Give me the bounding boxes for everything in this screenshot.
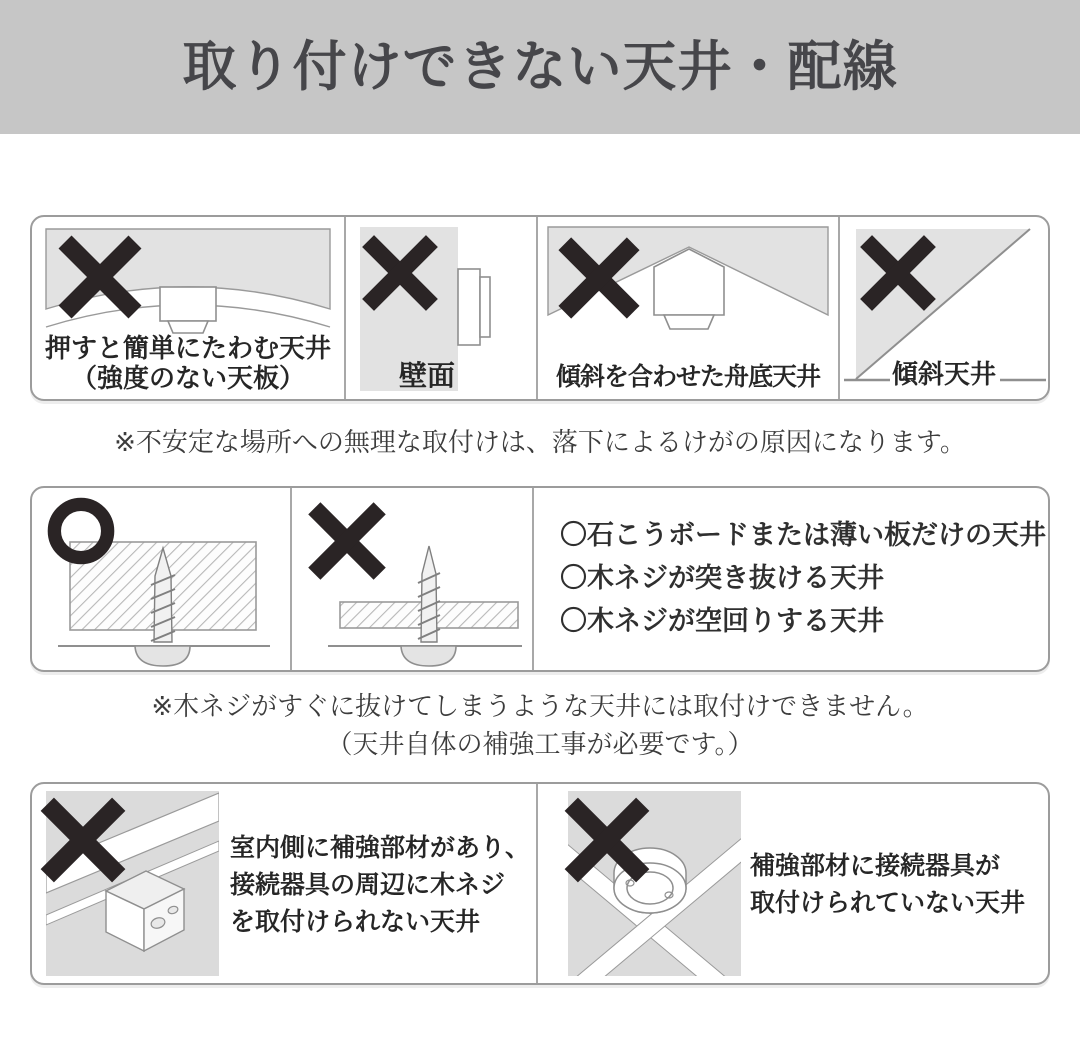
x-mark-icon [358, 231, 442, 315]
x-mark-icon [856, 231, 940, 315]
header-banner [0, 0, 1080, 134]
reinforcement-box [30, 782, 1050, 985]
panel-boat-label: 傾斜を合わせた舟底天井 [555, 363, 820, 391]
ng-locations-box [30, 215, 1050, 401]
text-line: 取付けられていない天井 [750, 889, 1026, 917]
panel-flexing-label: 押すと簡単にたわむ天井 [44, 333, 331, 363]
weak-ceilings-box [30, 486, 1050, 672]
panel-flexing-sublabel: （強度のない天板） [70, 363, 305, 393]
x-mark-icon [554, 233, 644, 323]
weak-ceiling-item: 〇石こうボードまたは薄い板だけの天井 [560, 520, 1046, 550]
panel-screw-pokes-through [290, 488, 532, 670]
reinforcement-needed-note: （天井自体の補強工事が必要です。） [326, 729, 754, 759]
panel-connector-not-on-reinforcement [536, 784, 1048, 983]
text-line: 補強部材に接続器具が [750, 852, 1001, 880]
panel-wall-surface [344, 217, 536, 399]
weak-ceiling-item: 〇木ネジが突き抜ける天井 [560, 563, 884, 593]
text-line: 接続器具の周辺に木ネジ [230, 871, 506, 899]
reinforcement-left-text [230, 830, 530, 941]
weak-ceilings-list [532, 488, 1048, 670]
panel-screw-holds [32, 488, 290, 670]
x-mark-icon [560, 793, 654, 887]
panel-flexing-ceiling [32, 217, 344, 399]
x-mark-icon [304, 498, 390, 584]
reinforced-ceiling-illustration [46, 791, 219, 976]
o-mark-icon [44, 494, 118, 568]
panel-wall-label: 壁面 [398, 360, 455, 391]
x-mark-icon [36, 793, 130, 887]
panel-boat-bottom-ceiling [536, 217, 838, 399]
weak-ceiling-item: 〇木ネジが空回りする天井 [560, 606, 884, 636]
grid-ceiling-illustration [568, 791, 741, 976]
panel-reinforcement-blocks-screws [32, 784, 536, 983]
x-mark-icon [54, 231, 146, 323]
panel-slope-label: 傾斜天井 [891, 359, 996, 389]
text-line: 室内側に補強部材があり、 [230, 834, 531, 862]
screw-pullout-note: ※木ネジがすぐに抜けてしまうような天井には取付けできません。 [151, 691, 929, 721]
text-line: を取付けられない天井 [230, 908, 481, 936]
page-title: 取り付けできない天井・配線 [182, 37, 898, 97]
panel-sloped-ceiling [838, 217, 1048, 399]
reinforcement-right-text [750, 848, 1025, 922]
unstable-place-note: ※不安定な場所への無理な取付けは、落下によるけがの原因になります。 [114, 427, 966, 457]
